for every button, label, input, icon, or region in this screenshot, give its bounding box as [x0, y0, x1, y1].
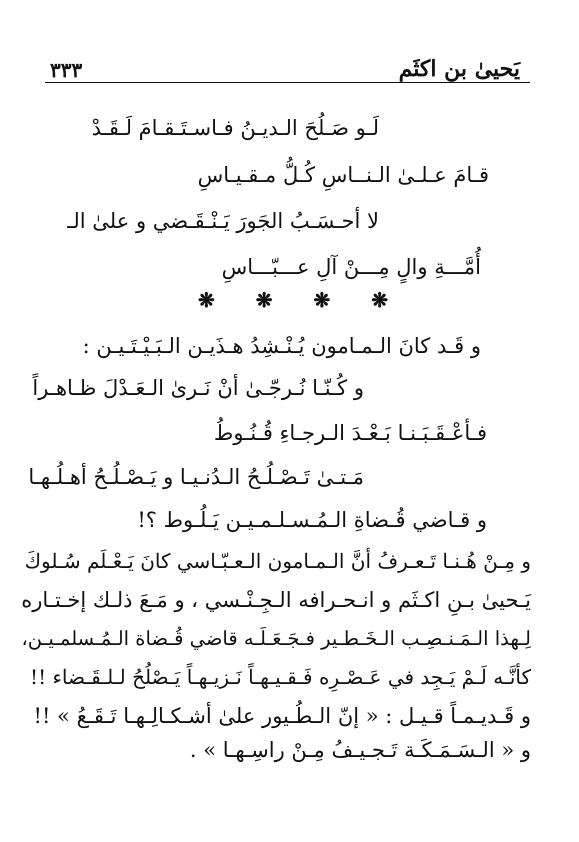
poem1-verse-3: لا أحـسَـبُ الجَورَ يَـنْـقَـضي و علىٰ الـ — [67, 209, 379, 233]
prose-line-6: و « الـسَـمَـكَـة تَـجـيـفُ مِـنْ راسِـهـا » . — [189, 738, 531, 762]
prose-line-5: و قَـديـمـاً قـيـل : « إنّ الـطُـيور علىٰ أشـكـالِـهـا تَـقَـعُ » !! — [33, 704, 531, 728]
poem2-verse-4: و قـاضي قُـضاةِ الـمُـسـلـمـيـن يَـلُـوط ؟! — [137, 508, 487, 532]
prose-line-3: لِـهذا الـمَـنـصِـب الـخَـطـير فـجَـعَـلَـه قاضي قُـضاة الـمُـسلمـيـن، — [21, 627, 531, 650]
separator-star-2: ❋ — [255, 288, 273, 312]
poem1-verse-2: قـامَ عـلـىٰ الـنــاسِ كُـلُّ مـقـيـاسِ — [197, 163, 489, 187]
poem1-verse-1: لَـو صَـلُحَ الـديـنُ فـاسـتَـقـامَ لَـقَـدْ — [91, 116, 379, 140]
page-number: ٣٣٣ — [50, 58, 83, 82]
prose-line-2: يَـحيىٰ بـنِ اكـثَم و انـحـرافه الـجِـنْـسي ، و مَـعَ ذلـك إخـتـاره — [21, 588, 531, 612]
separator-star-1: ❋ — [198, 288, 215, 312]
poem2-verse-3: مَـتـىٰ تَـصْـلُـحُ الـدُنـيـا و يَـصْـلُـحُ أهـلُـهـا — [28, 465, 364, 489]
running-title: يَحيىٰ بن اكثَم — [398, 56, 520, 82]
separator-star-4: ❋ — [371, 288, 388, 312]
intro-line: و قَـد كانَ الـمـامون يُـنْـشِدُ هـذَيـن الـبَـيْـتَـيـن : — [82, 334, 481, 358]
prose-line-1: و مِـنْ هُـنـا تَـعـرفُ أنَّ الـمـامون الـعـبّـاسي كانَ يَـعْـلَم سُـلوكَ — [24, 549, 531, 573]
header-rule — [45, 82, 530, 83]
poem2-verse-1: و كُـنّـا نُـرجّـىٰ أنْ نَـرىٰ الـعَـدْلَ ظـاهـراً — [32, 376, 364, 400]
poem1-verse-4: أُمَّـــةِ والٍ مِـــنْ آلِ عـــبّـــاسِ — [221, 255, 481, 279]
prose-line-4: كأنَّـه لَـمْ يَـجِد في عَـصْـرِه فَـقـيـهـاً نَـزيـهـاً يَـصْلُحُ لـلـقَـضاء !! — [30, 665, 531, 689]
page-header — [50, 54, 520, 84]
section-separator — [198, 288, 388, 312]
poem2-verse-2: فـأعْـقَـبَـنـا بَـعْـدَ الـرجـاءِ قُـنُـوطُ — [213, 421, 487, 445]
separator-star-3: ❋ — [313, 288, 331, 312]
